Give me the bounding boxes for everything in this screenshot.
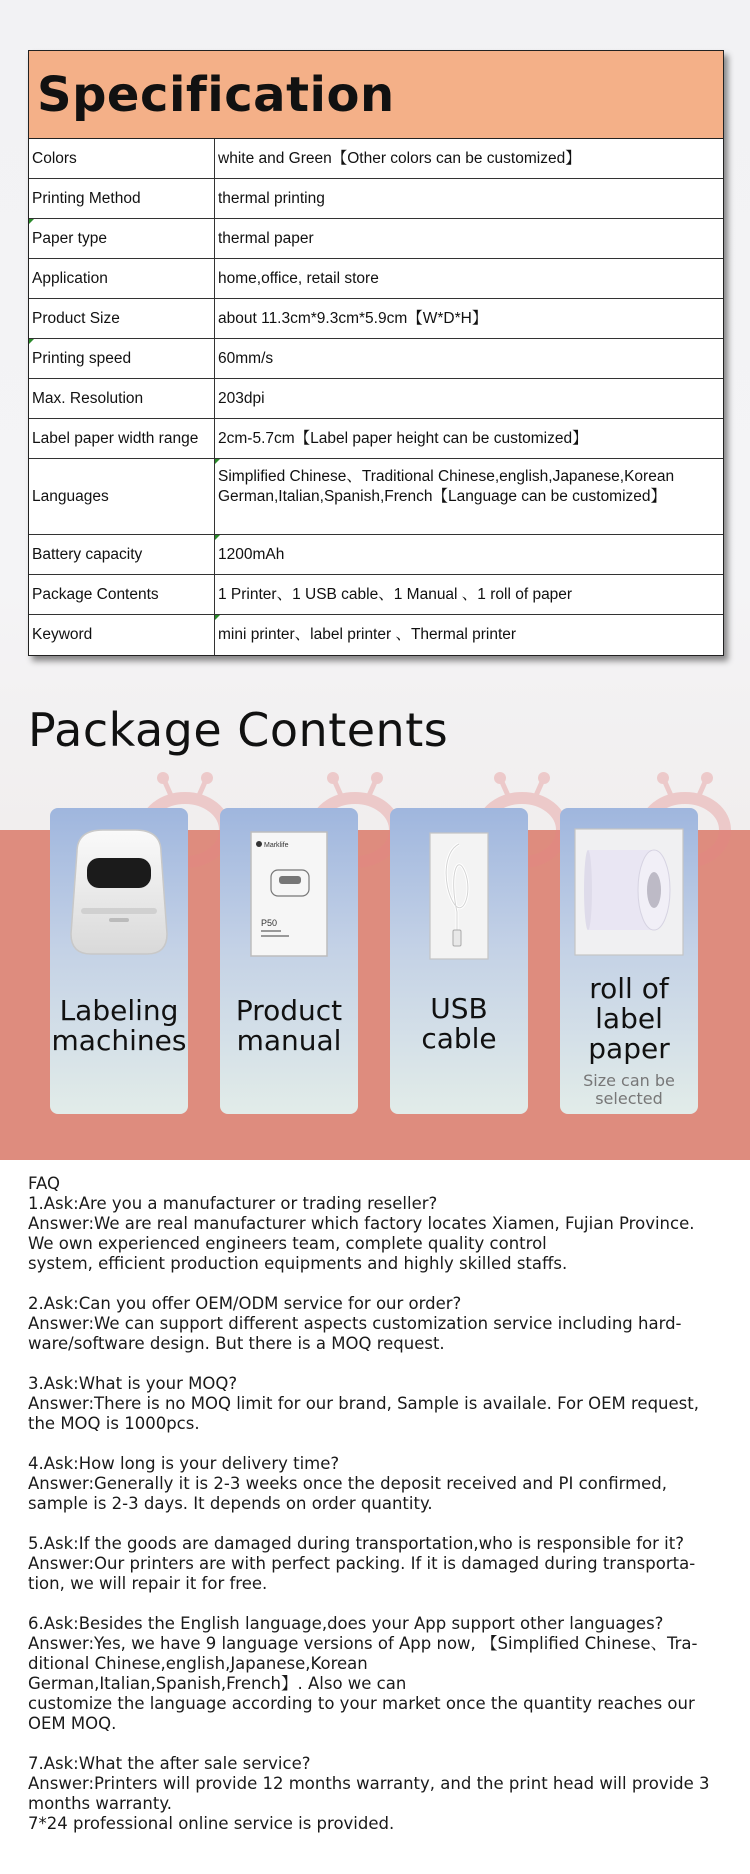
spec-value-text: Simplified Chinese、Traditional Chinese,english,Japanese,Korean German,Italian,Spanish,French【Language can be customized】 — [218, 468, 675, 505]
spec-row-package-contents — [29, 575, 723, 615]
faq-answer: Answer:We are real manufacturer which factory locates Xiamen, Fujian Province. We own experienced engineers team, complete quality control system, efficient production equipments and highly skilled staffs. — [28, 1214, 695, 1273]
spec-row-colors — [29, 139, 723, 179]
manual-image — [249, 830, 329, 958]
green-tick-mark — [215, 615, 220, 620]
spec-row-keyword — [29, 615, 723, 655]
spec-value-text: 1200mAh — [218, 545, 285, 563]
spec-value: 203dpi — [218, 389, 265, 407]
spec-key: Product Size — [29, 299, 215, 338]
spec-key — [29, 339, 215, 378]
spec-key-text: Printing speed — [32, 349, 132, 367]
spec-row-battery — [29, 535, 723, 575]
spec-value: thermal printing — [218, 189, 325, 207]
green-tick-mark — [29, 339, 34, 344]
spec-value — [215, 459, 723, 534]
spec-key: Label paper width range — [29, 419, 215, 458]
spec-value — [215, 535, 723, 574]
spec-row-application — [29, 259, 723, 299]
specification-table — [28, 50, 724, 656]
faq-question: 2.Ask:Can you offer OEM/ODM service for our order? — [28, 1294, 462, 1313]
card-label: Labeling machines — [51, 994, 187, 1057]
faq-answer: Answer:There is no MOQ limit for our brand, Sample is availale. For OEM request, the MOQ is 1000pcs. — [28, 1394, 699, 1433]
spec-row-printing-speed — [29, 339, 723, 379]
faq-title: FAQ — [28, 1174, 60, 1193]
faq-item — [28, 1194, 728, 1274]
faq-answer: Answer:Printers will provide 12 months warranty, and the print head will provide 3 months warranty. 7*24 professional online service is provided. — [28, 1774, 710, 1833]
green-tick-mark — [29, 219, 34, 224]
spec-value — [215, 615, 723, 655]
manual-brand: Marklife — [264, 842, 289, 849]
spec-key: Languages — [29, 459, 215, 534]
faq-answer: Answer:Our printers are with perfect packing. If it is damaged during transporta- tion, we will repair it for free. — [28, 1554, 696, 1593]
spec-key: Keyword — [29, 615, 215, 655]
faq-question: 4.Ask:How long is your delivery time? — [28, 1454, 340, 1473]
usb-cable-image — [429, 832, 489, 960]
faq-answer: Answer:Yes, we have 9 language versions of App now, 【Simplified Chinese、Tra- ditional Chinese,english,Japanese,Korean German,Italian,Spanish,French】. Also we can customize the language according to your market once the quantity reaches our OEM MOQ. — [28, 1634, 698, 1733]
spec-key — [29, 219, 215, 258]
paper-roll-image — [574, 828, 684, 956]
spec-key: Max. Resolution — [29, 379, 215, 418]
faq-item — [28, 1754, 728, 1834]
green-tick-mark — [215, 535, 220, 540]
spec-key: Printing Method — [29, 179, 215, 218]
faq-question: 3.Ask:What is your MOQ? — [28, 1374, 238, 1393]
card-label: Product manual — [235, 994, 343, 1057]
spec-row-paper-type — [29, 219, 723, 259]
package-card-printer — [50, 808, 188, 1114]
spec-key-text: Paper type — [32, 229, 107, 247]
faq-item — [28, 1454, 728, 1514]
faq-item — [28, 1534, 728, 1594]
spec-value: thermal paper — [218, 229, 314, 247]
spec-row-languages — [29, 459, 723, 535]
faq-item — [28, 1294, 728, 1354]
card-sublabel: Size can be selected — [583, 1071, 675, 1108]
specification-title: Specification — [37, 66, 395, 123]
spec-value: 2cm-5.7cm【Label paper height can be customized】 — [218, 429, 588, 447]
spec-key: Application — [29, 259, 215, 298]
spec-row-product-size — [29, 299, 723, 339]
card-label: USB cable — [421, 992, 497, 1055]
faq-answer: Answer:Generally it is 2-3 weeks once the deposit received and PI confirmed, sample is 2-3 days. It depends on order quantity. — [28, 1474, 668, 1513]
faq-section — [28, 1174, 728, 1834]
spec-value-text: mini printer、label printer 、Thermal printer — [218, 626, 517, 643]
spec-value: 60mm/s — [218, 349, 274, 367]
faq-answer: Answer:We can support different aspects customization service including hard- ware/software design. But there is a MOQ request. — [28, 1314, 682, 1353]
printer-image — [63, 822, 175, 962]
spec-value: 1 Printer、1 USB cable、1 Manual 、1 roll of paper — [218, 585, 573, 603]
spec-key: Package Contents — [29, 575, 215, 614]
package-contents-title: Package Contents — [28, 703, 449, 757]
spec-value: home,office, retail store — [218, 269, 379, 287]
faq-question: 7.Ask:What the after sale service? — [28, 1754, 311, 1773]
manual-model: P50 — [261, 918, 278, 928]
spec-value: white and Green【Other colors can be customized】 — [218, 149, 581, 167]
package-card-manual — [220, 808, 358, 1114]
package-card-usb-cable — [390, 808, 528, 1114]
faq-question: 6.Ask:Besides the English language,does your App support other languages? — [28, 1614, 664, 1633]
faq-item — [28, 1614, 728, 1734]
spec-key: Colors — [29, 139, 215, 178]
spec-row-label-paper-width — [29, 419, 723, 459]
spec-row-max-resolution — [29, 379, 723, 419]
package-card-paper-roll — [560, 808, 698, 1114]
specification-header — [29, 51, 723, 139]
card-label: roll of label paper — [588, 972, 670, 1065]
green-tick-mark — [215, 459, 220, 464]
spec-row-printing-method — [29, 179, 723, 219]
spec-key: Battery capacity — [29, 535, 215, 574]
faq-question: 1.Ask:Are you a manufacturer or trading reseller? — [28, 1194, 438, 1213]
faq-question: 5.Ask:If the goods are damaged during transportation,who is responsible for it? — [28, 1534, 684, 1553]
spec-value: about 11.3cm*9.3cm*5.9cm【W*D*H】 — [218, 309, 488, 327]
faq-item — [28, 1374, 728, 1434]
